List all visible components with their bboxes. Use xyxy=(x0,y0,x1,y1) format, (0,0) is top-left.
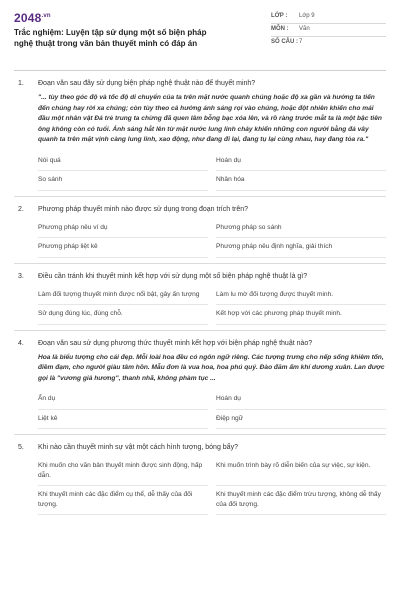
logo-suffix: .vn xyxy=(41,13,51,19)
answer-options xyxy=(38,219,386,258)
question-text: Điều cần tránh khi thuyết minh kết hợp với sử dụng một số biện pháp nghệ thuật là gì? xyxy=(38,272,308,280)
answer-option[interactable]: Phương pháp nêu định nghĩa, giải thích xyxy=(216,238,386,258)
question-number: 5. xyxy=(18,444,24,451)
question-text: Khi nào cần thuyết minh sự vật một cách hình tượng, bóng bẩy? xyxy=(38,444,238,451)
question-line xyxy=(14,443,386,453)
answer-option[interactable]: Ẩn dụ xyxy=(38,390,208,410)
answer-option[interactable]: Điệp ngữ xyxy=(216,410,386,430)
meta-value: Lớp 9 xyxy=(299,13,315,19)
logo-text: 2048 xyxy=(14,11,42,25)
question-4 xyxy=(14,339,386,430)
question-3 xyxy=(14,272,386,325)
question-line xyxy=(14,272,386,282)
answer-option[interactable]: Phương pháp liệt kê xyxy=(38,238,208,258)
question-line xyxy=(14,205,386,215)
meta-label: MÔN : xyxy=(271,26,289,32)
answer-options xyxy=(38,152,386,191)
answer-option[interactable]: Liệt kê xyxy=(38,410,208,430)
question-text: Phương pháp thuyết minh nào được sử dụng trong đoạn trích trên? xyxy=(38,205,249,213)
meta-row-class xyxy=(271,11,386,24)
answer-option[interactable]: Hoán dụ xyxy=(216,152,386,172)
meta-label: SỐ CÂU : xyxy=(271,39,298,45)
question-divider xyxy=(14,196,386,197)
meta-label: LỚP : xyxy=(271,13,288,19)
answer-option[interactable]: So sánh xyxy=(38,171,208,191)
answer-options xyxy=(38,390,386,429)
meta-value: Văn xyxy=(299,26,310,32)
answer-option[interactable]: Nhân hóa xyxy=(216,171,386,191)
question-divider xyxy=(14,263,386,264)
question-divider xyxy=(14,330,386,331)
question-divider xyxy=(14,434,386,435)
answer-option[interactable]: Kết hợp với các phương pháp thuyết minh. xyxy=(216,305,386,325)
header-left xyxy=(14,9,219,64)
answer-option[interactable]: Làm lu mờ đối tượng được thuyết minh. xyxy=(216,286,386,306)
meta-row-subject xyxy=(271,24,386,37)
question-line xyxy=(14,339,386,349)
question-2 xyxy=(14,205,386,258)
document-title: Trắc nghiệm: Luyện tập sử dụng một số biện pháp nghệ thuật trong văn bản thuyết minh có đáp án xyxy=(14,28,207,48)
question-number: 4. xyxy=(18,339,24,347)
question-5 xyxy=(14,443,386,515)
answer-option[interactable]: Khi muốn trình bày rõ diễn biến của sự việc, sự kiện. xyxy=(216,457,386,486)
meta-info xyxy=(271,11,386,64)
question-number: 1. xyxy=(18,80,24,87)
question-number: 3. xyxy=(18,272,24,280)
meta-row-count xyxy=(271,37,386,49)
question-text: Đoạn văn sau đây sử dụng biện pháp nghệ thuật nào để thuyết minh? xyxy=(38,80,256,87)
question-passage: "... tùy theo góc độ và tốc độ di chuyển của ta trên mặt nước quanh chúng hoặc độ xa gần và hướng ta tiến đến chúng hay rời xa chúng; còn tùy theo cả hướng ánh sáng rọi vào chúng, hoặc đột nhiên khiến cho mái đầu một nhân vật Đá trẻ trung ta chừng đã quen lâm bỗng bạc xóa lên, và rồ ràng trước mắt ta là một bậc tiên ông không còn có tuổi. Ánh sáng hắt lên từ mặt nước lung linh chảy khiến những con người bằng đá vây quanh ta trên mặt vịnh càng lung linh, xao động, như đang đi lại, đang tụ lại cùng nhau, hay đang tỏa ra." xyxy=(38,94,382,143)
question-text: Đoạn văn sau sử dụng phương thức thuyết minh kết hợp với biện pháp nghệ thuật nào? xyxy=(38,339,313,347)
answer-option[interactable]: Làm đối tượng thuyết minh được nổi bật, gây ấn tượng xyxy=(38,286,208,306)
answer-option[interactable]: Phương pháp so sánh xyxy=(216,219,386,239)
answer-option[interactable]: Nói quá xyxy=(38,152,208,172)
meta-value: 7 xyxy=(299,39,303,45)
answer-options xyxy=(38,286,386,325)
answer-option[interactable]: Phương pháp nêu ví dụ xyxy=(38,219,208,239)
question-line xyxy=(14,79,386,89)
question-1 xyxy=(14,79,386,191)
answer-option[interactable]: Khi muốn cho văn bản thuyết minh được sinh động, hấp dẫn. xyxy=(38,457,208,486)
question-passage: Hoa là biểu tượng cho cái đẹp. Mỗi loài hoa đều có ngôn ngữ riêng. Các tượng trưng cho nếp sống khiêm tốn, điềm đạm, cho người giàu tâm hồn. Mẫu đơn là vua hoa, hoa phú quý. Đào đăm ấm khí dương xuân. Lan được gọi là "vương giả hương", thanh nhã, không phàm tục ... xyxy=(38,353,385,382)
answer-option[interactable]: Sử dụng đúng lúc, đúng chỗ. xyxy=(38,305,208,325)
site-logo[interactable] xyxy=(14,9,219,25)
answer-options xyxy=(38,457,386,515)
answer-option[interactable]: Khi thuyết minh các đặc điểm cụ thể, dễ thấy của đối tượng. xyxy=(38,486,208,515)
answer-option[interactable]: Hoán dụ xyxy=(216,390,386,410)
question-number: 2. xyxy=(18,205,24,213)
document-header xyxy=(14,0,386,64)
header-divider xyxy=(14,70,386,71)
answer-option[interactable]: Khi thuyết minh các đặc điểm trừu tượng, không dễ thấy của đối tượng. xyxy=(216,486,386,515)
